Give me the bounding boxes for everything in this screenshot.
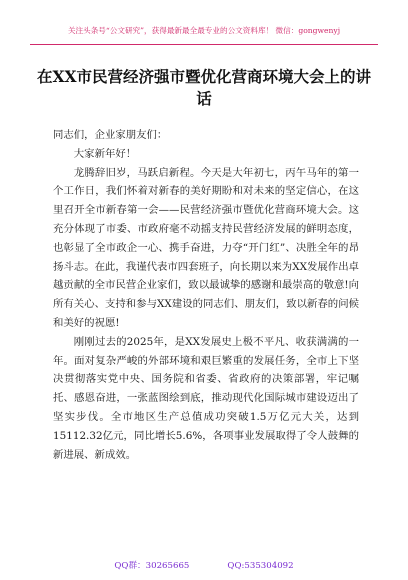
header-note: 关注头条号“公文研究”，获得最新最全最专业的公文资料库！ 微信：gongwenyj xyxy=(67,26,341,35)
qq-group-text: QQ群：30265665 xyxy=(114,561,190,571)
header-divider xyxy=(30,44,378,45)
greeting: 大家新年好！ xyxy=(73,147,137,160)
salutation: 同志们，企业家朋友们： xyxy=(53,129,168,141)
footer-contact xyxy=(0,560,408,572)
paragraph: 龙腾辞旧岁，马跃启新程。今天是大年初七，丙午马年的第一个工作日，我们怀着对新春的美好期盼和对未来的坚定信心，在这里召开全市新春第一会——民营经济强市暨优化营商环境大会。这充分体现了市委、市政府毫不动摇支持民营经济发展的鲜明态度，也彰显了全市政企一心、携手奋进，力夺“开门红”、决胜全年的昂扬斗志。在此，我谨代表市四套班子，向长期以来为XX发展作出卓越贡献的全市民营企业家们，致以最诚挚的感谢和最崇高的敬意!向所有关心、支持和参与XX建设的同志们、朋友们，致以新春的问候和美好的祝愿! xyxy=(53,166,359,329)
document-body xyxy=(53,126,359,464)
paragraph: 刚刚过去的2025年，是XX发展史上极不平凡、收获满满的一年。面对复杂严峻的外部环境和艰巨繁重的发展任务，全市上下坚决贯彻落实党中央、国务院和省委、省政府的决策部署，牢记嘱托、感恩奋进，一张蓝图绘到底，推动现代化国际城市建设迈出了坚实步伐。全市地区生产总值成功突破1.5万亿元大关，达到15112.32亿元，同比增长5.6%，各项事业发展取得了令人鼓舞的新进展、新成效。 xyxy=(53,335,359,461)
qq-text: QQ:535304092 xyxy=(227,561,294,571)
document-title: 在XX市民营经济强市暨优化营商环境大会上的讲话 xyxy=(36,67,372,108)
